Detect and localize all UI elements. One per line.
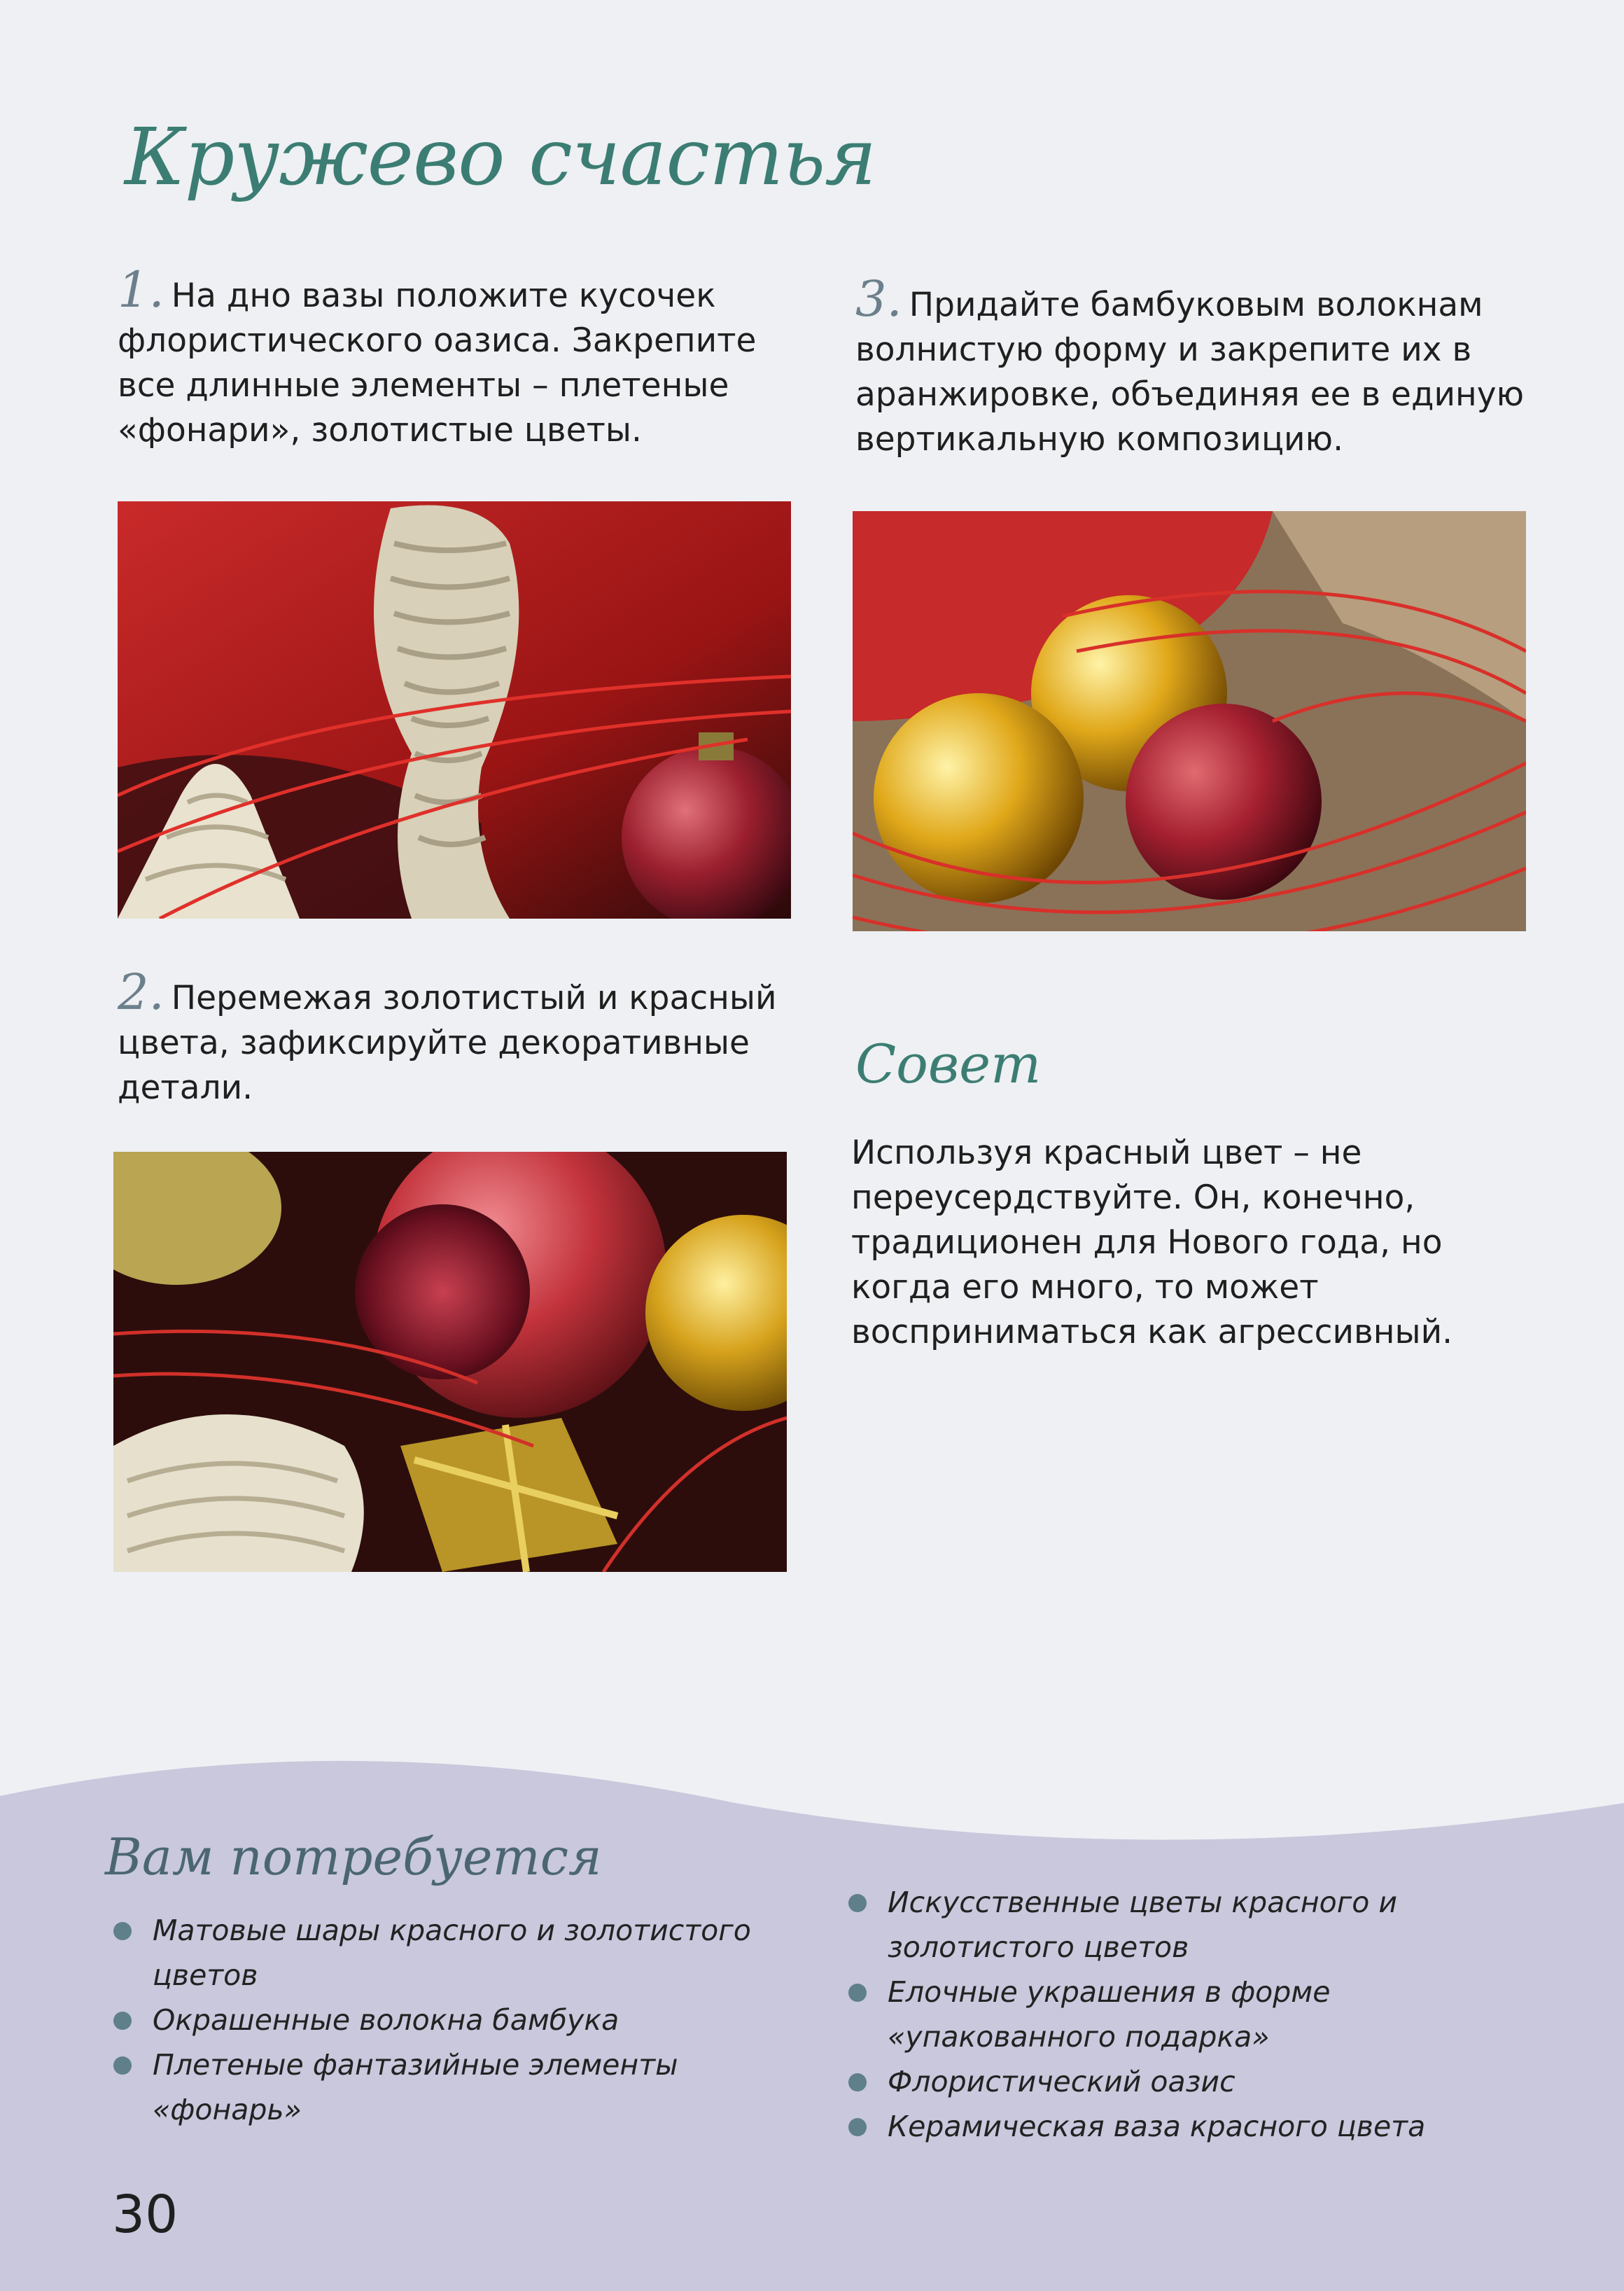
page-number: 30 [112, 2185, 178, 2245]
list-item [848, 2104, 1548, 2149]
step-text: Придайте бамбуковым волокнам волнистую форму и закрепите их в аранжировке, объединяя ее в единую вертикальную композицию. [855, 286, 1525, 459]
supply-text: Матовые шары красного и золотистого цветов [153, 1914, 751, 1992]
list-item [113, 1908, 785, 1998]
supply-text: Керамическая ваза красного цвета [888, 2110, 1426, 2143]
step-number: 2. [118, 963, 164, 1021]
bullet-icon [848, 2073, 867, 2091]
tip-text: Используя красный цвет – не переусердствуйте. Он, конечно, традиционен для Нового года, но когда его много, то может восприниматься как агрессивный. [851, 1134, 1453, 1351]
list-item [848, 1970, 1548, 2059]
step-number: 3. [855, 270, 902, 328]
supplies-title: Вам потребуется [105, 1827, 602, 1886]
supply-text: Плетеные фантазийные элементы «фонарь» [153, 2048, 678, 2126]
step-2 [118, 963, 790, 1110]
step-3-photo [853, 511, 1526, 931]
step-text: Перемежая золотистый и красный цвета, зафиксируйте декоративные детали. [118, 979, 777, 1107]
bullet-icon [848, 1894, 867, 1912]
list-item [848, 2059, 1548, 2104]
step-number: 1. [118, 261, 164, 319]
bullet-icon [113, 2056, 132, 2075]
step-1 [118, 261, 790, 453]
supplies-list-left [113, 1908, 785, 2132]
list-item [113, 1998, 785, 2042]
step-text: На дно вазы положите кусочек флористического оазиса. Закрепите все длинные элементы – плетеные «фонари», золотистые цветы. [118, 277, 757, 450]
supply-text: Окрашенные волокна бамбука [153, 2003, 620, 2037]
bullet-icon [113, 1922, 132, 1940]
step-1-photo [118, 501, 791, 919]
list-item [113, 2042, 785, 2132]
supply-text: Искусственные цветы красного и золотистого цветов [888, 1886, 1398, 1964]
step-2-photo [113, 1152, 787, 1572]
step-3 [855, 270, 1527, 462]
list-item [848, 1880, 1548, 1970]
tip-title: Совет [855, 1033, 1042, 1095]
page-title: Кружево счастья [125, 112, 876, 203]
bullet-icon [848, 1984, 867, 2002]
supplies-list-right [848, 1880, 1548, 2149]
supply-text: Флористический оазис [888, 2065, 1236, 2098]
supply-text: Елочные украшения в форме «упакованного подарка» [888, 1975, 1331, 2054]
bullet-icon [113, 2012, 132, 2030]
bullet-icon [848, 2118, 867, 2136]
